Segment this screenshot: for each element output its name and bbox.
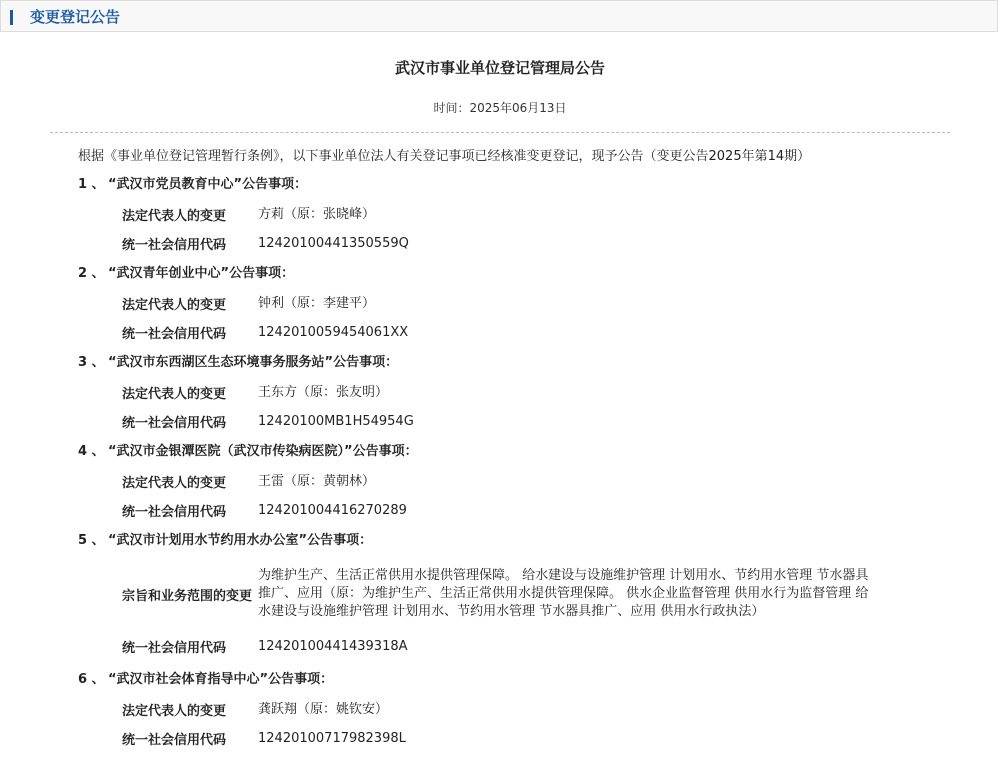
item-value: 1242010059454061XX: [258, 324, 409, 340]
section-title: “武汉青年创业中心”公告事项：: [108, 266, 295, 281]
item-row: [78, 467, 958, 496]
item-label: 法定代表人的变更: [122, 209, 227, 224]
section-title: “武汉市金银潭医院（武汉市传染病医院）”公告事项：: [108, 444, 418, 459]
item-label: 统一社会信用代码: [122, 505, 227, 520]
item-value: 为维护生产、生活正常供用水提供管理保障。 给水建设与设施维护管理 计划用水、节约用水管理 节水器具推广、应用（原：为维护生产、生活正常供用水提供管理保障。 供水企业监督管理 供用水行为监督管理 给水建设与设施维护管理 计划用水、节约用水管理 节水器具推广、应用 供用水行政执法）: [258, 568, 869, 619]
item-label: 统一社会信用代码: [122, 416, 227, 431]
header-accent-mark: [10, 10, 13, 25]
section-heading: [78, 670, 958, 690]
section-number: 1 、: [78, 177, 105, 192]
item-row: [78, 556, 958, 632]
document-title: 武汉市事业单位登记管理局公告: [394, 59, 605, 77]
section-heading: [78, 353, 958, 373]
notice-section-5: [78, 531, 958, 661]
dashed-divider: [50, 132, 950, 133]
section-heading: [78, 531, 958, 551]
item-row: [78, 407, 958, 436]
item-label: 统一社会信用代码: [122, 327, 227, 342]
item-value: 12420100MB1H54954G: [258, 413, 414, 429]
section-title: “武汉市计划用水节约用水办公室”公告事项：: [108, 533, 373, 548]
notice-section-3: [78, 353, 958, 436]
section-number: 5 、: [78, 533, 105, 548]
item-row: [78, 289, 958, 318]
item-row: [78, 378, 958, 407]
notice-section-6: [78, 670, 958, 753]
item-value: 方莉（原：张晓峰）: [258, 206, 376, 222]
notice-section-2: [78, 264, 958, 347]
section-title: “武汉市东西湖区生态环境事务服务站”公告事项：: [108, 355, 399, 370]
item-label: 统一社会信用代码: [122, 733, 227, 748]
section-title: “武汉市党员教育中心”公告事项：: [108, 177, 308, 192]
item-value: 12420100717982398L: [258, 730, 406, 746]
section-number: 4 、: [78, 444, 105, 459]
section-number: 3 、: [78, 355, 105, 370]
section-number: 6 、: [78, 672, 105, 687]
item-row: [78, 632, 958, 661]
item-label: 法定代表人的变更: [122, 704, 227, 719]
section-heading: [78, 442, 958, 462]
item-label: 法定代表人的变更: [122, 476, 227, 491]
header-title: 变更登记公告: [30, 8, 121, 26]
time-value: 2025年06月13日: [469, 101, 567, 115]
section-number: 2 、: [78, 266, 105, 281]
item-row: [78, 496, 958, 525]
item-value: 12420100441439318A: [258, 638, 408, 654]
item-label: 统一社会信用代码: [122, 238, 227, 253]
item-row: [78, 695, 958, 724]
notice-section-4: [78, 442, 958, 525]
notice-section-1: [78, 175, 958, 258]
item-row: [78, 200, 958, 229]
item-value: 王东方（原：张友明）: [258, 384, 389, 400]
item-row: [78, 229, 958, 258]
item-value: 王雷（原：黄朝林）: [258, 473, 376, 489]
header-bar: [0, 0, 998, 32]
item-label: 统一社会信用代码: [122, 641, 227, 656]
section-heading: [78, 264, 958, 284]
item-label: 法定代表人的变更: [122, 298, 227, 313]
item-row: [78, 318, 958, 347]
item-label: 宗旨和业务范围的变更: [122, 588, 253, 604]
section-heading: [78, 175, 958, 195]
item-value: 钟利（原：李建平）: [258, 295, 376, 311]
section-title: “武汉市社会体育指导中心”公告事项：: [108, 672, 334, 687]
intro-paragraph: 根据《事业单位登记管理暂行条例》，以下事业单位法人有关登记事项已经核准变更登记，现予公告（变更公告2025年第14期）: [78, 149, 811, 164]
item-value: 龚跃翔（原：姚钦安）: [258, 701, 389, 717]
item-row: [78, 724, 958, 753]
item-value: 124201004416270289: [258, 502, 407, 518]
document-time: [0, 100, 1000, 116]
item-value: 12420100441350559Q: [258, 235, 409, 251]
time-label: 时间：: [433, 101, 470, 115]
item-label: 法定代表人的变更: [122, 387, 227, 402]
